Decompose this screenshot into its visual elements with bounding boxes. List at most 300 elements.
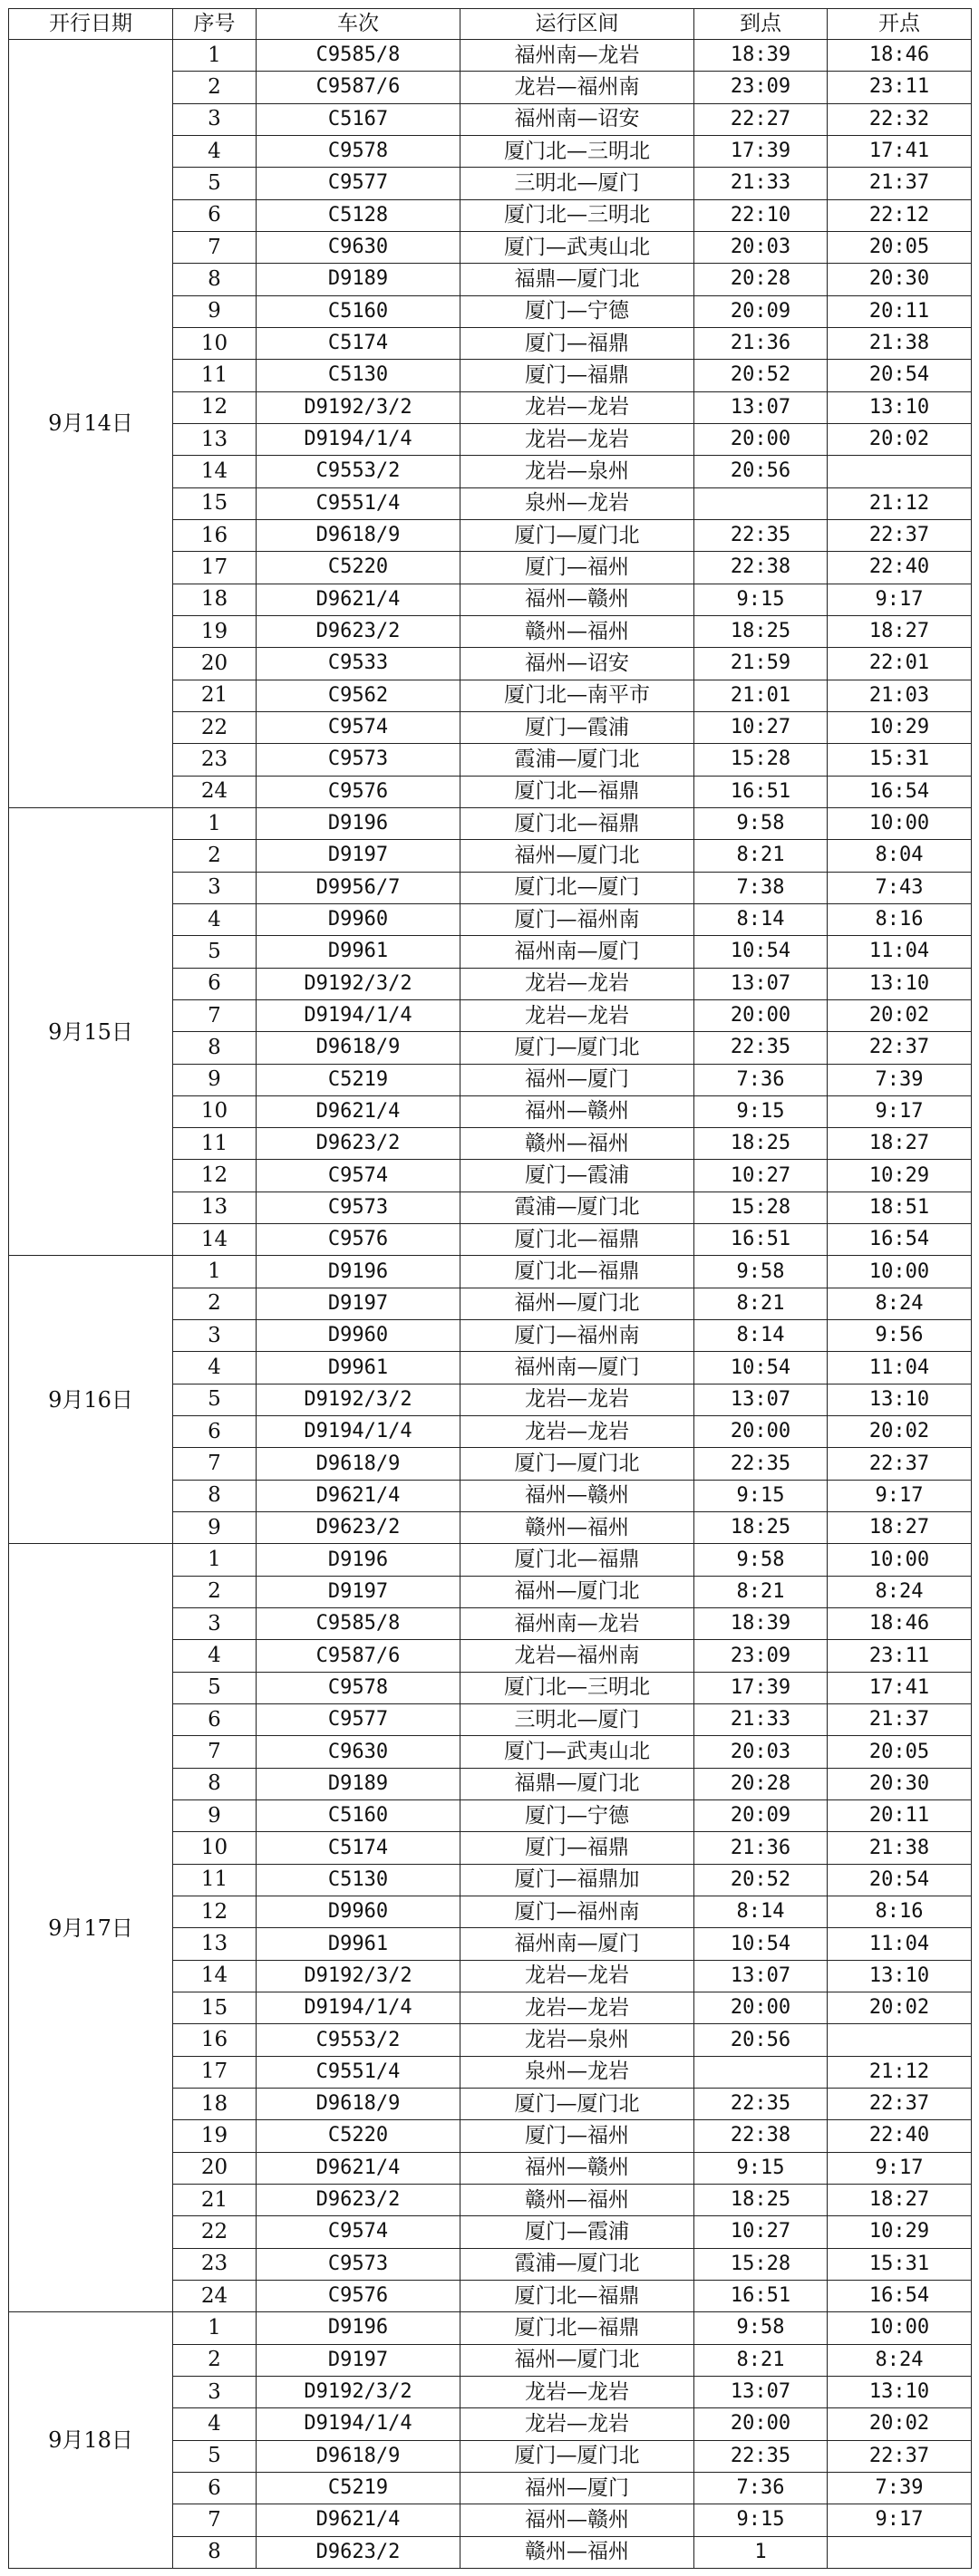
arrive-cell (694, 487, 828, 519)
train-cell: C9551/4 (257, 2056, 460, 2088)
depart-cell: 18:27 (828, 1512, 972, 1544)
depart-cell: 16:54 (828, 776, 972, 807)
arrive-cell: 21:01 (694, 680, 828, 711)
depart-cell: 11:04 (828, 1352, 972, 1384)
arrive-cell: 22:35 (694, 1448, 828, 1480)
route-cell: 福州—赣州 (460, 2504, 694, 2536)
arrive-cell: 17:39 (694, 1672, 828, 1703)
arrive-cell: 20:00 (694, 423, 828, 455)
depart-cell: 9:17 (828, 1095, 972, 1127)
route-cell: 福州—厦门 (460, 2472, 694, 2504)
depart-cell: 8:24 (828, 1288, 972, 1319)
seq-cell: 24 (173, 776, 257, 807)
route-cell: 福州南—龙岩 (460, 1608, 694, 1640)
arrive-cell: 20:52 (694, 360, 828, 391)
depart-cell: 8:16 (828, 903, 972, 935)
seq-cell: 1 (173, 2312, 257, 2344)
seq-cell: 20 (173, 2152, 257, 2184)
depart-cell: 20:11 (828, 1800, 972, 1832)
seq-cell: 12 (173, 391, 257, 423)
seq-cell: 3 (173, 1320, 257, 1352)
seq-cell: 13 (173, 1928, 257, 1960)
depart-cell: 16:54 (828, 2280, 972, 2311)
train-cell: C5130 (257, 360, 460, 391)
train-cell: C9574 (257, 711, 460, 743)
depart-cell: 21:12 (828, 2056, 972, 2088)
depart-cell: 21:38 (828, 327, 972, 359)
seq-cell: 22 (173, 711, 257, 743)
seq-cell: 1 (173, 1256, 257, 1288)
route-cell: 厦门—厦门北 (460, 2089, 694, 2120)
depart-cell: 7:39 (828, 2472, 972, 2504)
train-cell: C5130 (257, 1864, 460, 1896)
seq-cell: 2 (173, 840, 257, 872)
train-cell: C5220 (257, 2120, 460, 2152)
route-cell: 厦门北—南平市 (460, 680, 694, 711)
arrive-cell: 22:35 (694, 2440, 828, 2472)
depart-cell: 20:30 (828, 264, 972, 295)
depart-cell: 22:32 (828, 103, 972, 135)
seq-cell: 23 (173, 2248, 257, 2280)
route-cell: 霞浦—厦门北 (460, 2248, 694, 2280)
seq-cell: 10 (173, 327, 257, 359)
route-cell: 厦门北—福鼎 (460, 2312, 694, 2344)
route-cell: 赣州—福州 (460, 2536, 694, 2568)
arrive-cell (694, 2056, 828, 2088)
train-cell: C9553/2 (257, 2024, 460, 2056)
train-cell: C9533 (257, 648, 460, 680)
train-cell: C9577 (257, 168, 460, 199)
seq-cell: 8 (173, 1032, 257, 1064)
train-cell: C9574 (257, 2216, 460, 2248)
arrive-cell: 18:25 (694, 1512, 828, 1544)
seq-cell: 15 (173, 487, 257, 519)
depart-cell: 20:05 (828, 1736, 972, 1768)
arrive-cell: 9:15 (694, 1480, 828, 1511)
arrive-cell: 21:59 (694, 648, 828, 680)
train-cell: D9623/2 (257, 1128, 460, 1160)
route-cell: 泉州—龙岩 (460, 487, 694, 519)
seq-cell: 17 (173, 552, 257, 584)
arrive-cell: 8:14 (694, 1320, 828, 1352)
arrive-cell: 8:21 (694, 840, 828, 872)
seq-cell: 13 (173, 1192, 257, 1223)
train-cell: D9197 (257, 840, 460, 872)
train-cell: D9194/1/4 (257, 2408, 460, 2440)
depart-cell: 16:54 (828, 1224, 972, 1256)
depart-cell: 18:46 (828, 40, 972, 72)
train-cell: D9189 (257, 1768, 460, 1799)
route-cell: 厦门北—福鼎 (460, 1224, 694, 1256)
train-cell: C9577 (257, 1704, 460, 1736)
seq-cell: 3 (173, 2376, 257, 2407)
seq-cell: 7 (173, 231, 257, 263)
schedule-body (9, 40, 972, 2569)
depart-cell: 10:29 (828, 711, 972, 743)
route-cell: 福州—赣州 (460, 2152, 694, 2184)
arrive-cell: 20:09 (694, 295, 828, 327)
arrive-cell: 8:21 (694, 1288, 828, 1319)
arrive-cell: 18:25 (694, 615, 828, 647)
depart-cell: 10:29 (828, 1160, 972, 1192)
arrive-cell: 20:00 (694, 999, 828, 1031)
route-cell: 霞浦—厦门北 (460, 1192, 694, 1223)
train-cell: D9621/4 (257, 1480, 460, 1511)
seq-cell: 11 (173, 1864, 257, 1896)
seq-cell: 20 (173, 648, 257, 680)
arrive-cell: 9:15 (694, 2504, 828, 2536)
depart-cell: 8:24 (828, 1576, 972, 1607)
train-cell: D9960 (257, 903, 460, 935)
header-depart: 开点 (828, 9, 972, 40)
route-cell: 厦门北—三明北 (460, 1672, 694, 1703)
depart-cell: 22:40 (828, 552, 972, 584)
train-cell: C9562 (257, 680, 460, 711)
depart-cell: 22:37 (828, 2089, 972, 2120)
seq-cell: 5 (173, 1672, 257, 1703)
train-cell: C9573 (257, 2248, 460, 2280)
seq-cell: 2 (173, 2344, 257, 2376)
arrive-cell: 9:58 (694, 1544, 828, 1576)
route-cell: 龙岩—泉州 (460, 456, 694, 487)
route-cell: 厦门—霞浦 (460, 1160, 694, 1192)
route-cell: 赣州—福州 (460, 1512, 694, 1544)
header-train: 车次 (257, 9, 460, 40)
seq-cell: 6 (173, 199, 257, 231)
train-cell: D9621/4 (257, 2152, 460, 2184)
route-cell: 赣州—福州 (460, 2184, 694, 2215)
arrive-cell: 9:15 (694, 1095, 828, 1127)
train-cell: C9585/8 (257, 1608, 460, 1640)
depart-cell: 10:00 (828, 807, 972, 839)
train-cell: D9956/7 (257, 872, 460, 903)
depart-cell: 20:54 (828, 360, 972, 391)
arrive-cell: 20:09 (694, 1800, 828, 1832)
train-cell: D9192/3/2 (257, 2376, 460, 2407)
route-cell: 厦门—福鼎 (460, 1832, 694, 1864)
arrive-cell: 20:52 (694, 1864, 828, 1896)
header-seq: 序号 (173, 9, 257, 40)
arrive-cell: 22:38 (694, 552, 828, 584)
arrive-cell: 22:35 (694, 519, 828, 551)
route-cell: 厦门北—福鼎 (460, 2280, 694, 2311)
schedule-row (9, 40, 972, 72)
route-cell: 龙岩—龙岩 (460, 2376, 694, 2407)
arrive-cell: 9:58 (694, 1256, 828, 1288)
depart-cell: 13:10 (828, 968, 972, 999)
seq-cell: 4 (173, 2408, 257, 2440)
route-cell: 福州—赣州 (460, 1095, 694, 1127)
depart-cell: 13:10 (828, 391, 972, 423)
seq-cell: 18 (173, 2089, 257, 2120)
seq-cell: 7 (173, 999, 257, 1031)
route-cell: 龙岩—龙岩 (460, 2408, 694, 2440)
seq-cell: 5 (173, 2440, 257, 2472)
train-cell: C9630 (257, 231, 460, 263)
train-cell: D9192/3/2 (257, 1384, 460, 1415)
train-cell: C5219 (257, 1064, 460, 1095)
train-cell: C5174 (257, 1832, 460, 1864)
route-cell: 厦门—福鼎 (460, 327, 694, 359)
seq-cell: 4 (173, 903, 257, 935)
depart-cell: 13:10 (828, 1960, 972, 1992)
seq-cell: 15 (173, 1992, 257, 2024)
arrive-cell: 9:58 (694, 2312, 828, 2344)
route-cell: 厦门北—三明北 (460, 199, 694, 231)
seq-cell: 19 (173, 615, 257, 647)
train-cell: D9618/9 (257, 2440, 460, 2472)
route-cell: 福州—厦门 (460, 1064, 694, 1095)
arrive-cell: 22:35 (694, 2089, 828, 2120)
route-cell: 厦门—武夷山北 (460, 231, 694, 263)
route-cell: 龙岩—龙岩 (460, 1960, 694, 1992)
arrive-cell: 10:27 (694, 1160, 828, 1192)
train-cell: D9194/1/4 (257, 999, 460, 1031)
arrive-cell: 9:15 (694, 2152, 828, 2184)
route-cell: 厦门—福鼎 (460, 360, 694, 391)
route-cell: 福州—诏安 (460, 648, 694, 680)
date-cell: 9月14日 (9, 40, 173, 808)
seq-cell: 9 (173, 295, 257, 327)
seq-cell: 3 (173, 872, 257, 903)
route-cell: 龙岩—龙岩 (460, 423, 694, 455)
arrive-cell: 16:51 (694, 2280, 828, 2311)
route-cell: 龙岩—龙岩 (460, 968, 694, 999)
route-cell: 福州—厦门北 (460, 1288, 694, 1319)
depart-cell: 11:04 (828, 1928, 972, 1960)
depart-cell: 9:17 (828, 1480, 972, 1511)
seq-cell: 6 (173, 2472, 257, 2504)
seq-cell: 21 (173, 680, 257, 711)
depart-cell: 22:12 (828, 199, 972, 231)
train-cell: D9197 (257, 1576, 460, 1607)
train-cell: D9621/4 (257, 584, 460, 615)
route-cell: 厦门—厦门北 (460, 1032, 694, 1064)
seq-cell: 22 (173, 2216, 257, 2248)
depart-cell: 10:29 (828, 2216, 972, 2248)
route-cell: 三明北—厦门 (460, 168, 694, 199)
depart-cell: 22:37 (828, 1448, 972, 1480)
train-cell: C5160 (257, 1800, 460, 1832)
route-cell: 厦门北—三明北 (460, 135, 694, 167)
route-cell: 厦门北—福鼎 (460, 807, 694, 839)
seq-cell: 18 (173, 584, 257, 615)
route-cell: 福州南—诏安 (460, 103, 694, 135)
route-cell: 福州南—厦门 (460, 1928, 694, 1960)
arrive-cell: 22:38 (694, 2120, 828, 2152)
train-schedule-table (8, 8, 972, 2569)
arrive-cell: 10:54 (694, 936, 828, 968)
depart-cell: 9:17 (828, 2152, 972, 2184)
arrive-cell: 10:27 (694, 711, 828, 743)
route-cell: 赣州—福州 (460, 615, 694, 647)
seq-cell: 23 (173, 744, 257, 776)
seq-cell: 16 (173, 2024, 257, 2056)
route-cell: 龙岩—泉州 (460, 2024, 694, 2056)
route-cell: 厦门北—福鼎 (460, 1544, 694, 1576)
depart-cell: 8:04 (828, 840, 972, 872)
schedule-row (9, 1544, 972, 1576)
train-cell: D9961 (257, 1352, 460, 1384)
train-cell: D9194/1/4 (257, 423, 460, 455)
schedule-row (9, 1256, 972, 1288)
seq-cell: 14 (173, 1224, 257, 1256)
seq-cell: 2 (173, 1288, 257, 1319)
arrive-cell: 23:09 (694, 72, 828, 103)
seq-cell: 10 (173, 1095, 257, 1127)
depart-cell: 20:30 (828, 1768, 972, 1799)
schedule-row (9, 2312, 972, 2344)
seq-cell: 8 (173, 264, 257, 295)
train-cell: C9576 (257, 1224, 460, 1256)
arrive-cell: 8:21 (694, 1576, 828, 1607)
seq-cell: 7 (173, 1448, 257, 1480)
train-cell: C5219 (257, 2472, 460, 2504)
train-cell: D9196 (257, 1256, 460, 1288)
route-cell: 厦门北—福鼎 (460, 776, 694, 807)
route-cell: 厦门—福鼎加 (460, 1864, 694, 1896)
seq-cell: 5 (173, 936, 257, 968)
train-cell: D9960 (257, 1896, 460, 1928)
seq-cell: 24 (173, 2280, 257, 2311)
depart-cell: 22:01 (828, 648, 972, 680)
seq-cell: 5 (173, 1384, 257, 1415)
route-cell: 龙岩—龙岩 (460, 1384, 694, 1415)
route-cell: 厦门—福州南 (460, 1896, 694, 1928)
train-cell: C9578 (257, 1672, 460, 1703)
route-cell: 厦门北—福鼎 (460, 1256, 694, 1288)
train-cell: D9192/3/2 (257, 968, 460, 999)
header-date: 开行日期 (9, 9, 173, 40)
seq-cell: 9 (173, 1800, 257, 1832)
arrive-cell: 22:35 (694, 1032, 828, 1064)
arrive-cell: 1 (694, 2536, 828, 2568)
arrive-cell: 21:33 (694, 1704, 828, 1736)
arrive-cell: 20:56 (694, 2024, 828, 2056)
seq-cell: 2 (173, 72, 257, 103)
arrive-cell: 8:21 (694, 2344, 828, 2376)
depart-cell: 22:37 (828, 2440, 972, 2472)
train-cell: D9196 (257, 807, 460, 839)
seq-cell: 3 (173, 1608, 257, 1640)
arrive-cell: 7:36 (694, 1064, 828, 1095)
arrive-cell: 13:07 (694, 2376, 828, 2407)
seq-cell: 13 (173, 423, 257, 455)
seq-cell: 2 (173, 1576, 257, 1607)
arrive-cell: 17:39 (694, 135, 828, 167)
train-cell: C5174 (257, 327, 460, 359)
depart-cell: 20:02 (828, 999, 972, 1031)
route-cell: 福州—赣州 (460, 584, 694, 615)
train-cell: D9621/4 (257, 1095, 460, 1127)
seq-cell: 6 (173, 1416, 257, 1448)
arrive-cell: 10:54 (694, 1352, 828, 1384)
train-cell: D9192/3/2 (257, 391, 460, 423)
depart-cell: 13:10 (828, 1384, 972, 1415)
depart-cell: 20:02 (828, 1992, 972, 2024)
train-cell: D9618/9 (257, 1448, 460, 1480)
depart-cell: 21:37 (828, 168, 972, 199)
train-cell: D9961 (257, 1928, 460, 1960)
arrive-cell: 21:36 (694, 1832, 828, 1864)
depart-cell: 8:24 (828, 2344, 972, 2376)
depart-cell: 22:37 (828, 519, 972, 551)
depart-cell: 18:51 (828, 1192, 972, 1223)
arrive-cell: 15:28 (694, 2248, 828, 2280)
seq-cell: 7 (173, 1736, 257, 1768)
header-route: 运行区间 (460, 9, 694, 40)
arrive-cell: 13:07 (694, 1384, 828, 1415)
train-cell: C5128 (257, 199, 460, 231)
seq-cell: 11 (173, 1128, 257, 1160)
depart-cell: 20:11 (828, 295, 972, 327)
seq-cell: 11 (173, 360, 257, 391)
depart-cell: 10:00 (828, 2312, 972, 2344)
seq-cell: 7 (173, 2504, 257, 2536)
route-cell: 厦门—厦门北 (460, 1448, 694, 1480)
arrive-cell: 15:28 (694, 1192, 828, 1223)
arrive-cell: 21:33 (694, 168, 828, 199)
seq-cell: 14 (173, 456, 257, 487)
depart-cell: 20:02 (828, 2408, 972, 2440)
depart-cell: 21:03 (828, 680, 972, 711)
arrive-cell: 10:27 (694, 2216, 828, 2248)
depart-cell: 15:31 (828, 2248, 972, 2280)
arrive-cell: 13:07 (694, 391, 828, 423)
seq-cell: 9 (173, 1512, 257, 1544)
arrive-cell: 20:00 (694, 1416, 828, 1448)
route-cell: 福鼎—厦门北 (460, 264, 694, 295)
arrive-cell: 13:07 (694, 1960, 828, 1992)
arrive-cell: 9:15 (694, 584, 828, 615)
arrive-cell: 16:51 (694, 1224, 828, 1256)
depart-cell: 9:56 (828, 1320, 972, 1352)
arrive-cell: 8:14 (694, 1896, 828, 1928)
train-cell: D9189 (257, 264, 460, 295)
depart-cell: 17:41 (828, 1672, 972, 1703)
seq-cell: 14 (173, 1960, 257, 1992)
arrive-cell: 22:10 (694, 199, 828, 231)
train-cell: C9587/6 (257, 1640, 460, 1672)
train-cell: D9197 (257, 1288, 460, 1319)
arrive-cell: 20:00 (694, 1992, 828, 2024)
depart-cell: 20:54 (828, 1864, 972, 1896)
depart-cell: 13:10 (828, 2376, 972, 2407)
train-cell: D9196 (257, 2312, 460, 2344)
date-cell: 9月17日 (9, 1544, 173, 2312)
depart-cell: 20:02 (828, 423, 972, 455)
schedule-row (9, 807, 972, 839)
train-cell: D9960 (257, 1320, 460, 1352)
train-cell: C9573 (257, 1192, 460, 1223)
route-cell: 福州南—厦门 (460, 936, 694, 968)
route-cell: 龙岩—龙岩 (460, 1416, 694, 1448)
depart-cell: 22:37 (828, 1032, 972, 1064)
train-cell: C9585/8 (257, 40, 460, 72)
seq-cell: 12 (173, 1160, 257, 1192)
depart-cell: 21:37 (828, 1704, 972, 1736)
route-cell: 厦门—厦门北 (460, 519, 694, 551)
seq-cell: 8 (173, 2536, 257, 2568)
route-cell: 厦门—武夷山北 (460, 1736, 694, 1768)
train-cell: C5167 (257, 103, 460, 135)
train-cell: D9192/3/2 (257, 1960, 460, 1992)
seq-cell: 9 (173, 1064, 257, 1095)
train-cell: C9578 (257, 135, 460, 167)
route-cell: 泉州—龙岩 (460, 2056, 694, 2088)
train-cell: D9621/4 (257, 2504, 460, 2536)
depart-cell: 11:04 (828, 936, 972, 968)
